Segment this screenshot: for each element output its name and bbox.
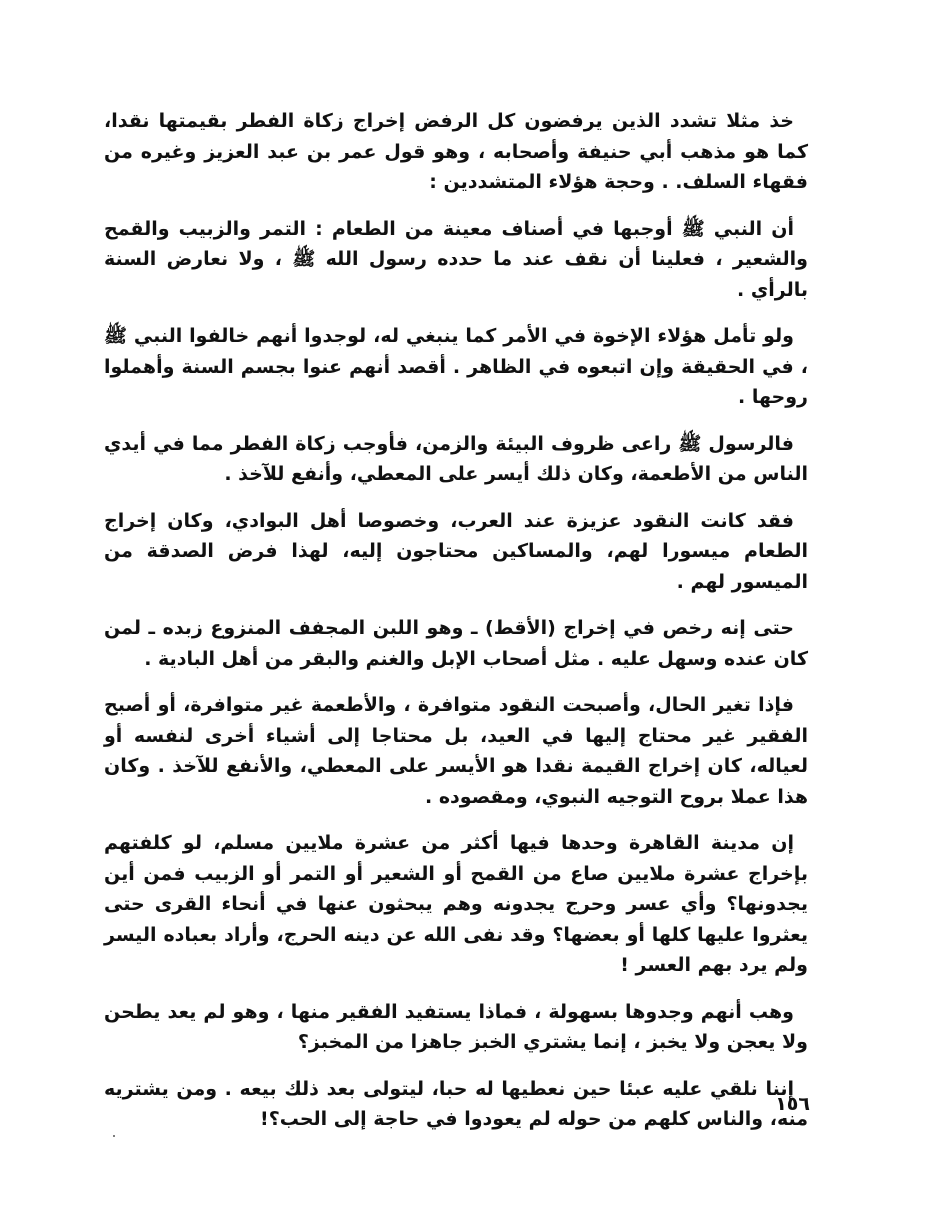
paragraph-9: وهب أنهم وجدوها بسهولة ، فماذا يستفيد الفقير منها ، وهو لم يعد يطحن ولا يعجن ولا يخبز ، إنما يشتري الخبز جاهزا من المخبز؟	[104, 1000, 808, 1053]
body-text	[104, 106, 808, 1151]
paragraph-1: خذ مثلا تشدد الذين يرفضون كل الرفض إخراج زكاة الفطر بقيمتها نقدا، كما هو مذهب أبي حنيفة وأصحابه ، وهو قول عمر بن عبد العزيز وغيره من فقهاء السلف. . وحجة هؤلاء المتشددين :	[104, 110, 808, 193]
paragraph-10: إننا نلقي عليه عبئا حين نعطيها له حبا، ليتولى بعد ذلك بيعه . ومن يشتريه منه، والناس كلهم من حوله لم يعودوا في حاجة إلى الحب؟!	[104, 1077, 808, 1130]
paragraph-4: فالرسول ﷺ راعى ظروف البيئة والزمن، فأوجب زكاة الفطر مما في أيدي الناس من الأطعمة، وكان ذلك أيسر على المعطي، وأنفع للآخذ .	[104, 432, 808, 485]
paragraph-5: فقد كانت النقود عزيزة عند العرب، وخصوصا أهل البوادي، وكان إخراج الطعام ميسورا لهم، والمساكين محتاجون إليه، لهذا فرض الصدقة من الميسور لهم .	[104, 509, 808, 593]
scan-speck	[113, 1135, 115, 1137]
paragraph-6: حتى إنه رخص في إخراج (الأقط) ـ وهو اللبن المجفف المنزوع زبده ـ لمن كان عنده وسهل عليه . مثل أصحاب الإبل والغنم والبقر من أهل البادية .	[104, 617, 808, 670]
paragraph-7: فإذا تغير الحال، وأصبحت النقود متوافرة ، والأطعمة غير متوافرة، أو أصبح الفقير غير محتاج إليها في العيد، بل محتاجا إلى أشياء أخرى لنفسه أو لعياله، كان إخراج القيمة نقدا هو الأيسر على المعطي، والأنفع للآخذ . وكان هذا عملا بروح التوجيه النبوي، ومقصوده .	[104, 694, 808, 808]
paragraph-2: أن النبي ﷺ أوجبها في أصناف معينة من الطعام : التمر والزبيب والقمح والشعير ، فعلينا أن نقف عند ما حدده رسول الله ﷺ ، ولا نعارض السنة بالرأي .	[104, 217, 808, 301]
paragraph-3: ولو تأمل هؤلاء الإخوة في الأمر كما ينبغي له، لوجدوا أنهم خالفوا النبي ﷺ ، في الحقيقة وإن اتبعوه في الظاهر . أقصد أنهم عنوا بجسم السنة وأهملوا روحها .	[104, 325, 808, 408]
page-number: ١٥٦	[775, 1093, 810, 1115]
paragraph-8: إن مدينة القاهرة وحدها فيها أكثر من عشرة ملايين مسلم، لو كلفتهم بإخراج عشرة ملايين صاع من القمح أو الشعير أو التمر أو الزبيب فمن أين يجدونها؟ وأي عسر وحرج يجدونه وهم يبحثون عنها في أنحاء القرى حتى يعثروا عليها كلها أو بعضها؟ وقد نفى الله عن دينه الحرج، وأراد بعباده اليسر ولم يرد بهم العسر !	[104, 832, 808, 976]
